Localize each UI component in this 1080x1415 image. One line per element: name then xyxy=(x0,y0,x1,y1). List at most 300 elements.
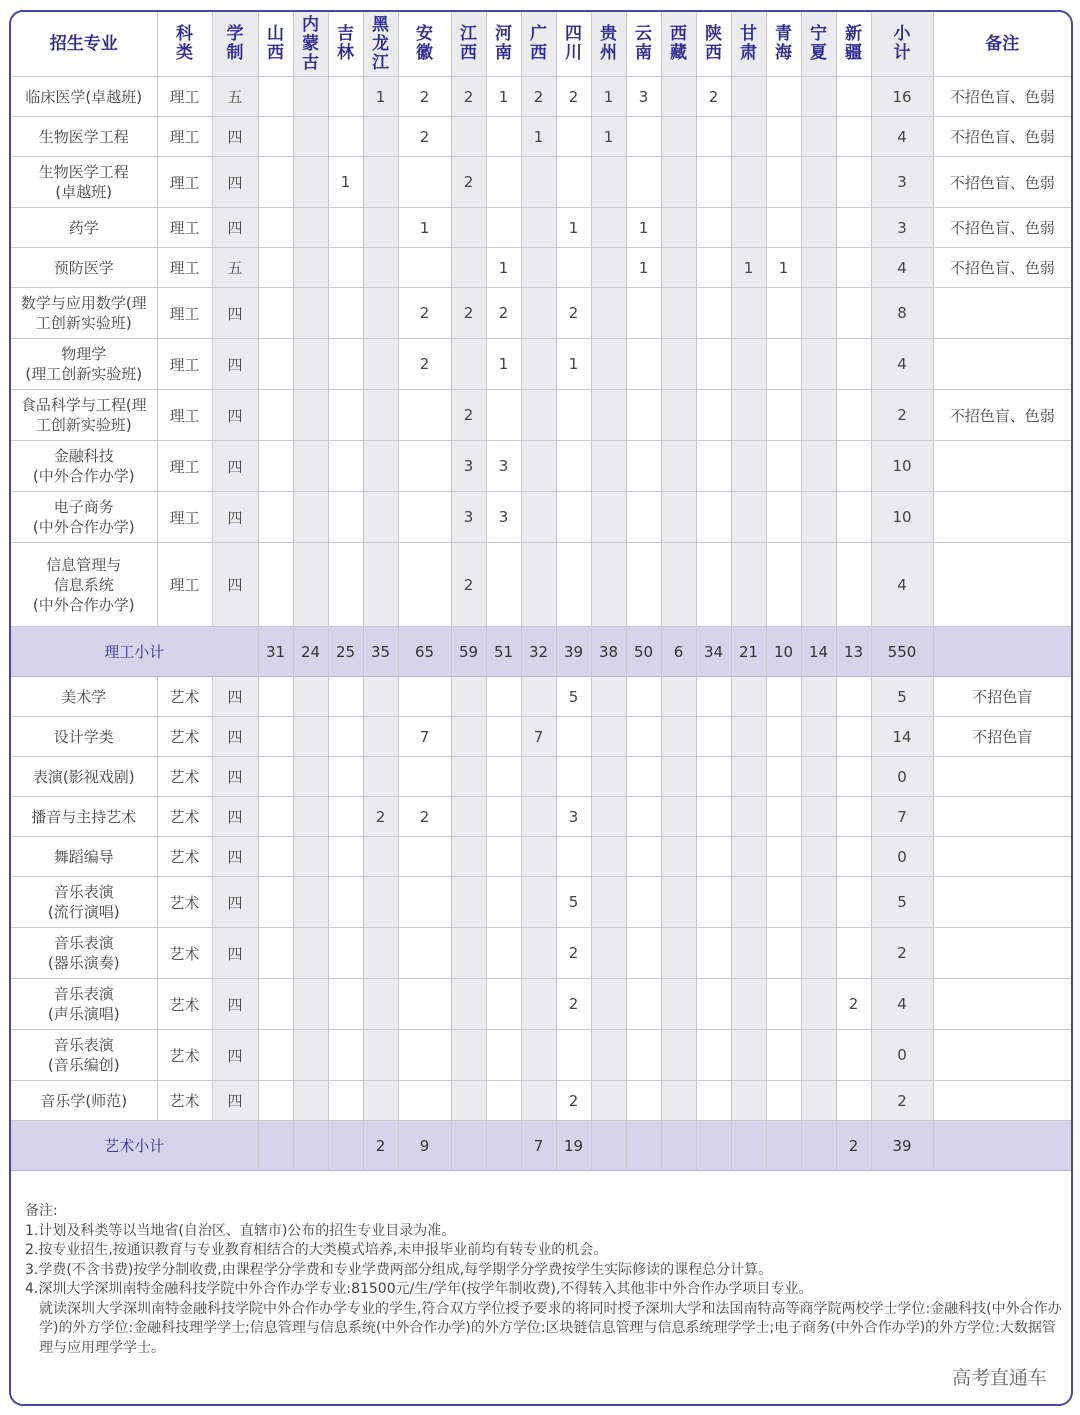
province-count-cell xyxy=(258,928,293,979)
province-count-cell xyxy=(398,837,451,877)
province-count-cell: 7 xyxy=(521,1121,556,1171)
province-count-cell xyxy=(801,979,836,1030)
header-province: 广西 xyxy=(521,12,556,77)
province-count-cell xyxy=(258,339,293,390)
duration-cell: 四 xyxy=(212,797,258,837)
header-province: 山西 xyxy=(258,12,293,77)
category-cell: 艺术 xyxy=(157,797,212,837)
province-count-cell xyxy=(486,837,521,877)
subtotal-cell: 550 xyxy=(871,627,933,677)
major-cell xyxy=(11,248,157,288)
header-province: 吉林 xyxy=(328,12,363,77)
province-count-cell xyxy=(556,1030,591,1081)
province-count-cell xyxy=(293,757,328,797)
province-count-cell xyxy=(486,797,521,837)
table-row xyxy=(11,248,1071,288)
major-line: 临床医学(卓越班) xyxy=(25,87,143,106)
province-count-cell: 31 xyxy=(258,627,293,677)
major-line: 音乐表演 xyxy=(53,883,114,901)
province-count-cell xyxy=(451,248,486,288)
major-line: 电子商务 xyxy=(53,498,114,516)
remark-cell: 不招色盲、色弱 xyxy=(933,390,1071,441)
province-count-cell xyxy=(661,441,696,492)
province-count-cell xyxy=(731,441,766,492)
subtotal-cell: 3 xyxy=(871,157,933,208)
province-count-cell xyxy=(521,928,556,979)
note-line: 1.计划及科类等以当地省(自治区、直辖市)公布的招生专业目录为准。 xyxy=(25,1222,456,1239)
province-count-cell xyxy=(258,677,293,717)
province-count-cell xyxy=(836,1030,871,1081)
province-count-cell xyxy=(696,339,731,390)
province-count-cell xyxy=(661,157,696,208)
remark-cell xyxy=(933,757,1071,797)
province-count-cell xyxy=(696,979,731,1030)
province-count-cell xyxy=(591,1030,626,1081)
province-count-cell: 59 xyxy=(451,627,486,677)
province-count-cell: 2 xyxy=(451,288,486,339)
subtotal-row xyxy=(11,627,1071,677)
province-count-cell xyxy=(836,717,871,757)
province-count-cell: 3 xyxy=(486,441,521,492)
province-count-cell xyxy=(328,77,363,117)
province-count-cell xyxy=(398,757,451,797)
enrollment-table xyxy=(11,12,1071,1171)
province-count-cell xyxy=(661,1030,696,1081)
province-count-cell: 3 xyxy=(486,492,521,543)
province-count-cell xyxy=(293,441,328,492)
category-cell: 理工 xyxy=(157,339,212,390)
province-count-cell xyxy=(258,757,293,797)
province-count-cell xyxy=(258,208,293,248)
province-count-cell xyxy=(626,717,661,757)
category-cell: 理工 xyxy=(157,157,212,208)
major-line: 音乐表演 xyxy=(53,1036,114,1054)
province-count-cell xyxy=(766,717,801,757)
province-count-cell xyxy=(258,441,293,492)
remark-cell xyxy=(933,627,1071,677)
province-count-cell: 39 xyxy=(556,627,591,677)
province-count-cell xyxy=(556,117,591,157)
province-count-cell xyxy=(451,797,486,837)
province-count-cell: 1 xyxy=(591,77,626,117)
header-province: 甘肃 xyxy=(731,12,766,77)
province-count-cell xyxy=(328,208,363,248)
province-count-cell xyxy=(293,77,328,117)
province-count-cell xyxy=(398,492,451,543)
category-cell: 理工 xyxy=(157,288,212,339)
note-line: 4.深圳大学深圳南特金融科技学院中外合作办学专业:81500元/生/学年(按学年制收费),不得转入其他非中外合作办学项目专业。 xyxy=(25,1281,813,1297)
province-count-cell: 2 xyxy=(451,543,486,627)
province-count-cell xyxy=(486,1030,521,1081)
province-count-cell xyxy=(801,77,836,117)
remark-cell xyxy=(933,877,1071,928)
subtotal-cell: 0 xyxy=(871,1030,933,1081)
province-count-cell xyxy=(451,757,486,797)
province-count-cell xyxy=(731,1030,766,1081)
header-major: 招生专业 xyxy=(11,12,157,77)
province-count-cell xyxy=(293,208,328,248)
province-count-cell xyxy=(398,441,451,492)
province-count-cell xyxy=(626,157,661,208)
province-count-cell xyxy=(591,492,626,543)
major-line: 金融科技 xyxy=(53,447,114,465)
subtotal-cell: 39 xyxy=(871,1121,933,1171)
province-count-cell xyxy=(801,1030,836,1081)
province-count-cell xyxy=(258,1121,293,1171)
header-category: 科类 xyxy=(157,12,212,77)
province-count-cell xyxy=(731,757,766,797)
province-count-cell xyxy=(486,757,521,797)
province-count-cell xyxy=(293,1030,328,1081)
province-count-cell xyxy=(731,288,766,339)
province-count-cell xyxy=(328,928,363,979)
province-count-cell xyxy=(731,877,766,928)
province-count-cell xyxy=(626,1081,661,1121)
province-count-cell xyxy=(328,877,363,928)
province-count-cell xyxy=(293,677,328,717)
table-row xyxy=(11,77,1071,117)
province-count-cell xyxy=(766,1121,801,1171)
province-count-cell xyxy=(521,1030,556,1081)
province-count-cell xyxy=(293,797,328,837)
category-cell: 理工 xyxy=(157,77,212,117)
province-count-cell: 3 xyxy=(451,492,486,543)
province-count-cell: 2 xyxy=(398,117,451,157)
province-count-cell xyxy=(591,837,626,877)
major-line: 工创新实验班) xyxy=(35,416,132,434)
province-count-cell xyxy=(836,677,871,717)
province-count-cell xyxy=(328,492,363,543)
major-line: 设计学类 xyxy=(53,727,114,746)
header-province: 江西 xyxy=(451,12,486,77)
subtotal-cell: 5 xyxy=(871,677,933,717)
category-cell: 艺术 xyxy=(157,979,212,1030)
province-count-cell: 1 xyxy=(398,208,451,248)
province-count-cell xyxy=(836,877,871,928)
major-line: (中外合作办学) xyxy=(32,518,135,536)
province-count-cell xyxy=(766,117,801,157)
province-count-cell xyxy=(293,837,328,877)
province-count-cell xyxy=(626,979,661,1030)
duration-cell: 四 xyxy=(212,837,258,877)
province-count-cell xyxy=(591,928,626,979)
province-count-cell xyxy=(696,757,731,797)
major-cell xyxy=(11,208,157,248)
province-count-cell xyxy=(696,837,731,877)
province-count-cell xyxy=(451,1081,486,1121)
province-count-cell xyxy=(556,837,591,877)
province-count-cell xyxy=(451,928,486,979)
province-count-cell: 9 xyxy=(398,1121,451,1171)
header-province: 内蒙古 xyxy=(293,12,328,77)
major-line: 信息管理与 xyxy=(46,555,122,574)
province-count-cell xyxy=(363,339,398,390)
province-count-cell xyxy=(398,1081,451,1121)
province-count-cell xyxy=(591,288,626,339)
province-count-cell xyxy=(801,339,836,390)
province-count-cell xyxy=(521,979,556,1030)
province-count-cell xyxy=(766,77,801,117)
table-row xyxy=(11,717,1071,757)
province-count-cell xyxy=(626,339,661,390)
province-count-cell xyxy=(696,248,731,288)
province-count-cell xyxy=(661,117,696,157)
province-count-cell xyxy=(731,677,766,717)
major-cell xyxy=(11,837,157,877)
province-count-cell xyxy=(661,492,696,543)
province-count-cell: 1 xyxy=(521,117,556,157)
province-count-cell: 2 xyxy=(556,77,591,117)
province-count-cell xyxy=(293,979,328,1030)
major-line: 音乐表演 xyxy=(53,934,114,952)
province-count-cell: 3 xyxy=(626,77,661,117)
province-count-cell xyxy=(521,288,556,339)
province-count-cell xyxy=(836,928,871,979)
province-count-cell: 7 xyxy=(398,717,451,757)
province-count-cell xyxy=(293,1121,328,1171)
major-cell xyxy=(11,797,157,837)
duration-cell: 四 xyxy=(212,339,258,390)
duration-cell: 四 xyxy=(212,979,258,1030)
header-duration: 学制 xyxy=(212,12,258,77)
header-remark: 备注 xyxy=(933,12,1071,77)
province-count-cell xyxy=(486,208,521,248)
province-count-cell xyxy=(766,1081,801,1121)
province-count-cell xyxy=(328,288,363,339)
province-count-cell xyxy=(328,717,363,757)
remark-cell xyxy=(933,441,1071,492)
province-count-cell xyxy=(328,248,363,288)
major-line: (器乐演奏) xyxy=(47,954,120,972)
province-count-cell xyxy=(293,928,328,979)
province-count-cell xyxy=(731,77,766,117)
major-line: 舞蹈编导 xyxy=(53,847,114,866)
major-line: (流行演唱) xyxy=(47,903,120,921)
province-count-cell xyxy=(556,390,591,441)
province-count-cell xyxy=(363,543,398,627)
category-cell: 理工 xyxy=(157,492,212,543)
province-count-cell xyxy=(521,492,556,543)
category-cell: 艺术 xyxy=(157,928,212,979)
province-count-cell: 2 xyxy=(696,77,731,117)
province-count-cell xyxy=(258,1081,293,1121)
province-count-cell xyxy=(801,390,836,441)
province-count-cell xyxy=(591,390,626,441)
province-count-cell: 2 xyxy=(486,288,521,339)
remark-cell xyxy=(933,492,1071,543)
province-count-cell xyxy=(398,248,451,288)
province-count-cell xyxy=(836,492,871,543)
province-count-cell xyxy=(293,492,328,543)
header-province: 云南 xyxy=(626,12,661,77)
province-count-cell: 13 xyxy=(836,627,871,677)
province-count-cell: 2 xyxy=(451,77,486,117)
province-count-cell xyxy=(696,1030,731,1081)
province-count-cell xyxy=(731,157,766,208)
province-count-cell xyxy=(626,117,661,157)
province-count-cell xyxy=(328,979,363,1030)
province-count-cell xyxy=(591,339,626,390)
province-count-cell xyxy=(836,837,871,877)
subtotal-cell: 10 xyxy=(871,441,933,492)
province-count-cell xyxy=(258,717,293,757)
table-row xyxy=(11,390,1071,441)
major-cell xyxy=(11,390,157,441)
province-count-cell xyxy=(328,117,363,157)
remark-cell xyxy=(933,339,1071,390)
major-cell xyxy=(11,492,157,543)
table-row xyxy=(11,441,1071,492)
province-count-cell: 1 xyxy=(486,77,521,117)
province-count-cell xyxy=(766,339,801,390)
province-count-cell xyxy=(731,717,766,757)
province-count-cell xyxy=(521,757,556,797)
province-count-cell xyxy=(486,928,521,979)
province-count-cell xyxy=(801,248,836,288)
major-cell xyxy=(11,339,157,390)
province-count-cell xyxy=(661,979,696,1030)
header-province: 贵州 xyxy=(591,12,626,77)
province-count-cell: 1 xyxy=(626,208,661,248)
category-cell: 理工 xyxy=(157,441,212,492)
province-count-cell xyxy=(398,1030,451,1081)
province-count-cell xyxy=(591,757,626,797)
province-count-cell xyxy=(486,1121,521,1171)
province-count-cell xyxy=(451,979,486,1030)
province-count-cell xyxy=(556,717,591,757)
province-count-cell xyxy=(521,339,556,390)
header-province: 青海 xyxy=(766,12,801,77)
province-count-cell: 2 xyxy=(398,77,451,117)
province-count-cell xyxy=(661,339,696,390)
category-cell: 艺术 xyxy=(157,1030,212,1081)
province-count-cell xyxy=(293,248,328,288)
province-count-cell xyxy=(258,288,293,339)
province-count-cell xyxy=(591,677,626,717)
province-count-cell: 2 xyxy=(398,797,451,837)
table-row xyxy=(11,797,1071,837)
province-count-cell xyxy=(328,757,363,797)
province-count-cell xyxy=(293,877,328,928)
table-row xyxy=(11,877,1071,928)
province-count-cell xyxy=(661,288,696,339)
major-line: (理工创新实验班) xyxy=(25,365,143,383)
province-count-cell xyxy=(626,757,661,797)
province-count-cell xyxy=(626,797,661,837)
category-cell: 理工 xyxy=(157,543,212,627)
province-count-cell xyxy=(696,1121,731,1171)
subtotal-cell: 4 xyxy=(871,248,933,288)
province-count-cell xyxy=(626,877,661,928)
province-count-cell xyxy=(486,1081,521,1121)
major-cell xyxy=(11,117,157,157)
province-count-cell xyxy=(258,157,293,208)
major-line: (中外合作办学) xyxy=(32,595,135,614)
province-count-cell xyxy=(801,157,836,208)
province-count-cell xyxy=(591,717,626,757)
subtotal-cell: 4 xyxy=(871,543,933,627)
major-cell xyxy=(11,677,157,717)
remark-cell xyxy=(933,979,1071,1030)
remark-cell: 不招色盲 xyxy=(933,717,1071,757)
province-count-cell xyxy=(363,208,398,248)
province-count-cell xyxy=(451,1121,486,1171)
subtotal-cell: 2 xyxy=(871,1081,933,1121)
province-count-cell xyxy=(661,543,696,627)
province-count-cell xyxy=(801,1081,836,1121)
subtotal-cell: 10 xyxy=(871,492,933,543)
province-count-cell xyxy=(521,390,556,441)
table-row xyxy=(11,677,1071,717)
remark-cell xyxy=(933,837,1071,877)
major-line: (中外合作办学) xyxy=(32,467,135,485)
province-count-cell xyxy=(556,157,591,208)
province-count-cell: 32 xyxy=(521,627,556,677)
major-cell xyxy=(11,288,157,339)
province-count-cell xyxy=(293,390,328,441)
province-count-cell xyxy=(696,288,731,339)
remark-cell xyxy=(933,1121,1071,1171)
subtotal-cell: 7 xyxy=(871,797,933,837)
enrollment-plan-frame xyxy=(9,10,1073,1406)
subtotal-cell: 0 xyxy=(871,837,933,877)
province-count-cell xyxy=(766,208,801,248)
province-count-cell xyxy=(398,979,451,1030)
province-count-cell: 65 xyxy=(398,627,451,677)
province-count-cell xyxy=(521,441,556,492)
province-count-cell: 10 xyxy=(766,627,801,677)
table-row xyxy=(11,979,1071,1030)
province-count-cell xyxy=(486,979,521,1030)
province-count-cell: 1 xyxy=(766,248,801,288)
province-count-cell xyxy=(836,288,871,339)
province-count-cell xyxy=(696,1081,731,1121)
province-count-cell xyxy=(801,1121,836,1171)
province-count-cell xyxy=(363,1030,398,1081)
province-count-cell xyxy=(591,1121,626,1171)
province-count-cell xyxy=(766,390,801,441)
province-count-cell: 2 xyxy=(836,1121,871,1171)
province-count-cell xyxy=(591,248,626,288)
province-count-cell xyxy=(363,928,398,979)
province-count-cell xyxy=(451,208,486,248)
province-count-cell xyxy=(801,208,836,248)
province-count-cell xyxy=(363,288,398,339)
category-cell: 艺术 xyxy=(157,717,212,757)
province-count-cell xyxy=(836,77,871,117)
remark-cell xyxy=(933,288,1071,339)
remark-cell xyxy=(933,1081,1071,1121)
subtotal-cell: 4 xyxy=(871,117,933,157)
subtotal-cell: 0 xyxy=(871,757,933,797)
province-count-cell xyxy=(556,757,591,797)
province-count-cell xyxy=(661,1081,696,1121)
province-count-cell xyxy=(521,877,556,928)
province-count-cell: 14 xyxy=(801,627,836,677)
province-count-cell: 2 xyxy=(363,797,398,837)
major-line: 音乐学(师范) xyxy=(40,1091,128,1110)
province-count-cell xyxy=(766,797,801,837)
major-cell xyxy=(11,928,157,979)
province-count-cell xyxy=(258,492,293,543)
table-header xyxy=(11,12,1071,77)
province-count-cell xyxy=(328,1030,363,1081)
province-count-cell xyxy=(328,339,363,390)
category-cell: 艺术 xyxy=(157,877,212,928)
province-count-cell: 21 xyxy=(731,627,766,677)
duration-cell: 四 xyxy=(212,543,258,627)
province-count-cell: 2 xyxy=(556,288,591,339)
